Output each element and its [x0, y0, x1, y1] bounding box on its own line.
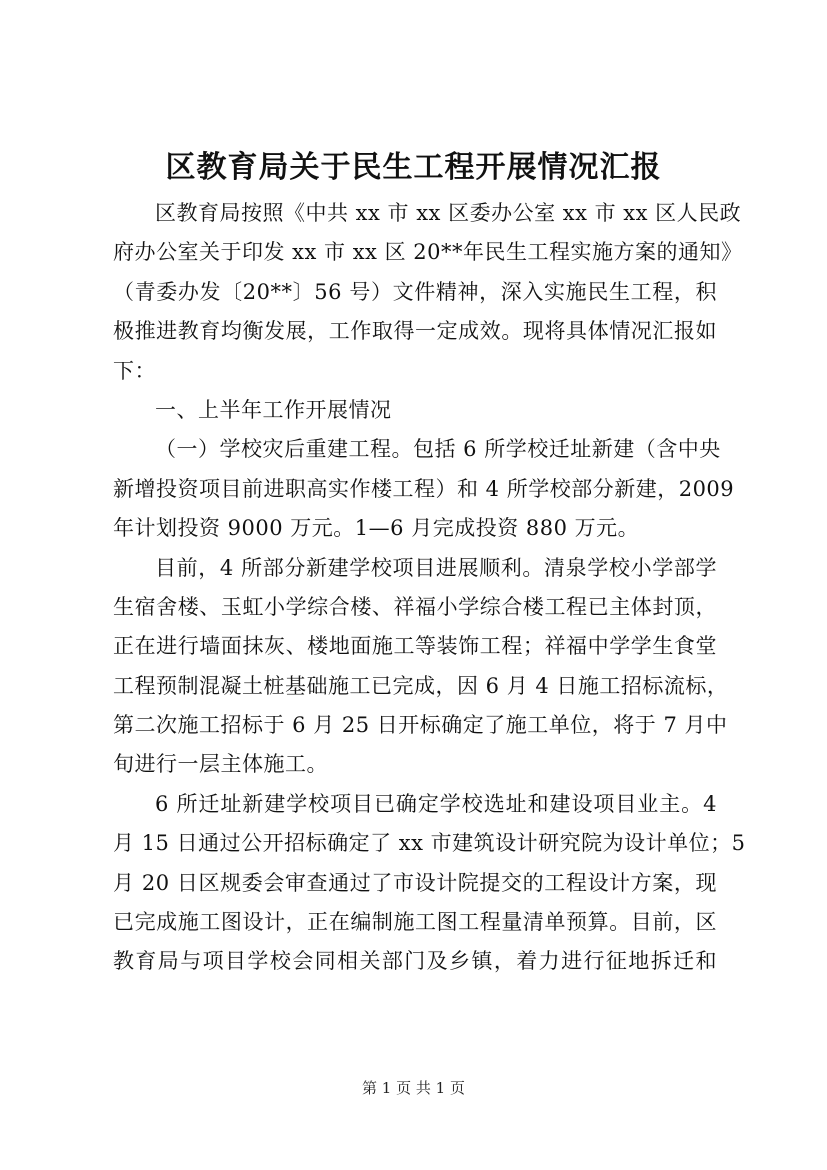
- paragraph-line: 月 20 日区规委会审查通过了市设计院提交的工程设计方案，现: [113, 870, 717, 895]
- paragraph-line: 已完成施工图设计，正在编制施工图工程量清单预算。目前，区: [113, 910, 717, 935]
- paragraph-line: 下：: [113, 358, 156, 383]
- paragraph-line: 6 所迁址新建学校项目已确定学校选址和建设项目业主。4: [155, 791, 717, 816]
- paragraph-line: 月 15 日通过公开招标确定了 xx 市建筑设计研究院为设计单位；5: [113, 831, 746, 856]
- document-title: 区教育局关于民生工程开展情况汇报: [165, 150, 662, 185]
- paragraph-line: 教育局与项目学校会同相关部门及乡镇，着力进行征地拆迁和: [113, 949, 717, 974]
- paragraph-line: 目前，4 所部分新建学校项目进展顺利。清泉学校小学部学: [155, 555, 717, 580]
- paragraph-line: （一）学校灾后重建工程。包括 6 所学校迁址新建（含中央: [155, 437, 721, 462]
- paragraph-line: （青委办发〔20**〕56 号）文件精神，深入实施民生工程，积: [113, 279, 717, 304]
- paragraph-line: 极推进教育均衡发展，工作取得一定成效。现将具体情况汇报如: [113, 319, 717, 344]
- paragraph-line: 工程预制混凝土桩基础施工已完成，因 6 月 4 日施工招标流标，: [113, 673, 729, 698]
- paragraph-line: 新增投资项目前进职高实作楼工程）和 4 所学校部分新建，2009: [113, 476, 735, 501]
- paragraph-line: 正在进行墙面抹灰、楼地面施工等装饰工程；祥福中学学生食堂: [113, 634, 717, 659]
- paragraph-line: 区教育局按照《中共 xx 市 xx 区委办公室 xx 市 xx 区人民政: [155, 201, 742, 225]
- document-body: [113, 194, 746, 982]
- paragraph-line: 生宿舍楼、玉虹小学综合楼、祥福小学综合楼工程已主体封顶，: [113, 594, 717, 619]
- page-footer: 第 1 页 共 1 页: [362, 1079, 465, 1097]
- section-heading: 一、上半年工作开展情况: [155, 397, 392, 422]
- paragraph-line: 年计划投资 9000 万元。1—6 月完成投资 880 万元。: [113, 516, 640, 541]
- paragraph-line: 旬进行一层主体施工。: [113, 752, 328, 777]
- paragraph-line: 府办公室关于印发 xx 市 xx 区 20**年民生工程实施方案的通知》: [113, 240, 743, 265]
- paragraph-line: 第二次施工招标于 6 月 25 日开标确定了施工单位，将于 7 月中: [113, 713, 728, 738]
